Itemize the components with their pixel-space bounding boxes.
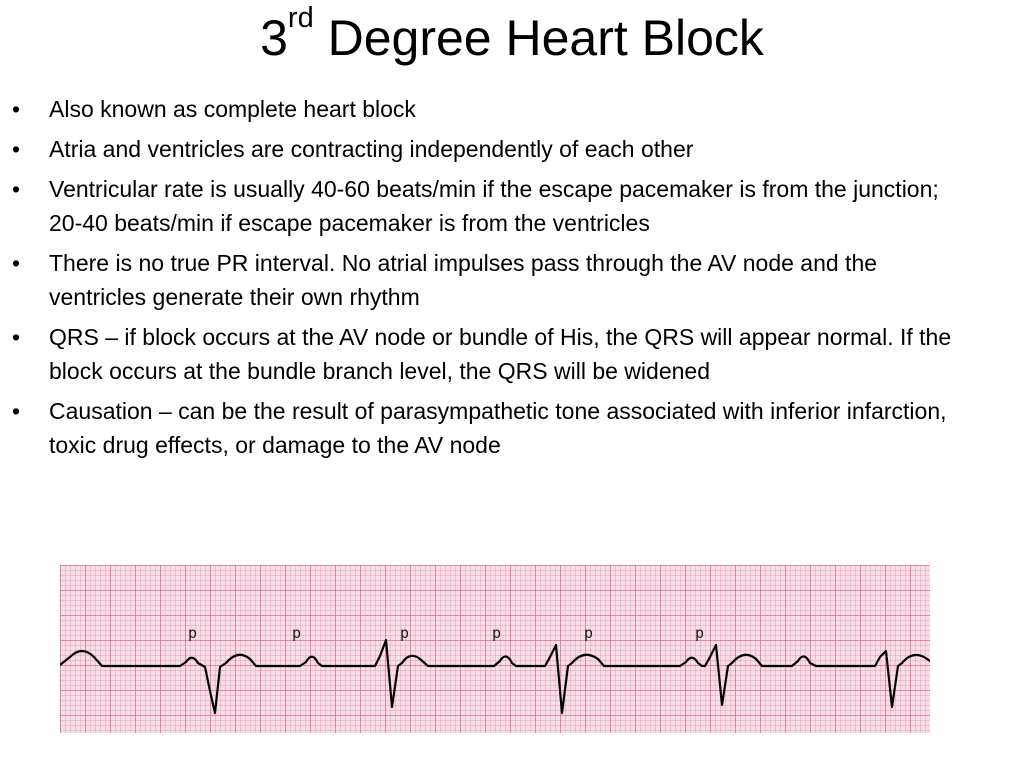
slide-title (0, 2, 1024, 68)
bullet-text: QRS – if block occurs at the AV node or bundle of His, the QRS will appear normal. If the block occurs at the bundle branch level, the QRS will be widened (49, 324, 952, 384)
bullet-icon: • (12, 96, 21, 122)
bullet-icon: • (12, 176, 21, 202)
p-wave-label: p (492, 624, 502, 642)
title-superscript: rd (287, 2, 314, 34)
bullet-item (12, 246, 952, 314)
p-wave-label: p (584, 624, 594, 642)
bullet-text: Also known as complete heart block (49, 96, 416, 122)
p-wave-label: p (695, 624, 705, 642)
bullet-text: Causation – can be the result of parasympathetic tone associated with inferior infarction, toxic drug effects, or damage to the AV node (49, 398, 947, 458)
title-prefix: 3 (260, 10, 288, 66)
bullet-icon: • (12, 324, 21, 350)
bullet-text: There is no true PR interval. No atrial impulses pass through the AV node and the ventricles generate their own rhythm (49, 250, 878, 310)
ecg-waveform (60, 640, 930, 713)
p-wave-label: p (292, 624, 302, 642)
bullet-item (12, 92, 952, 126)
bullet-item (12, 320, 952, 388)
bullet-icon: • (12, 398, 21, 424)
p-wave-label: p (400, 624, 410, 642)
bullet-item (12, 172, 952, 240)
ecg-strip-image (60, 565, 930, 733)
title-suffix: Degree Heart Block (313, 10, 764, 66)
bullet-item (12, 132, 952, 166)
bullet-item (12, 394, 952, 462)
bullet-icon: • (12, 136, 21, 162)
bullet-text: Ventricular rate is usually 40-60 beats/min if the escape pacemaker is from the junction; 20-40 beats/min if escape pacemaker is from the ventricles (49, 176, 939, 236)
bullet-list (12, 92, 952, 468)
bullet-icon: • (12, 250, 21, 276)
p-wave-label: p (188, 624, 198, 642)
ecg-trace (60, 565, 930, 733)
bullet-text: Atria and ventricles are contracting independently of each other (49, 136, 694, 162)
